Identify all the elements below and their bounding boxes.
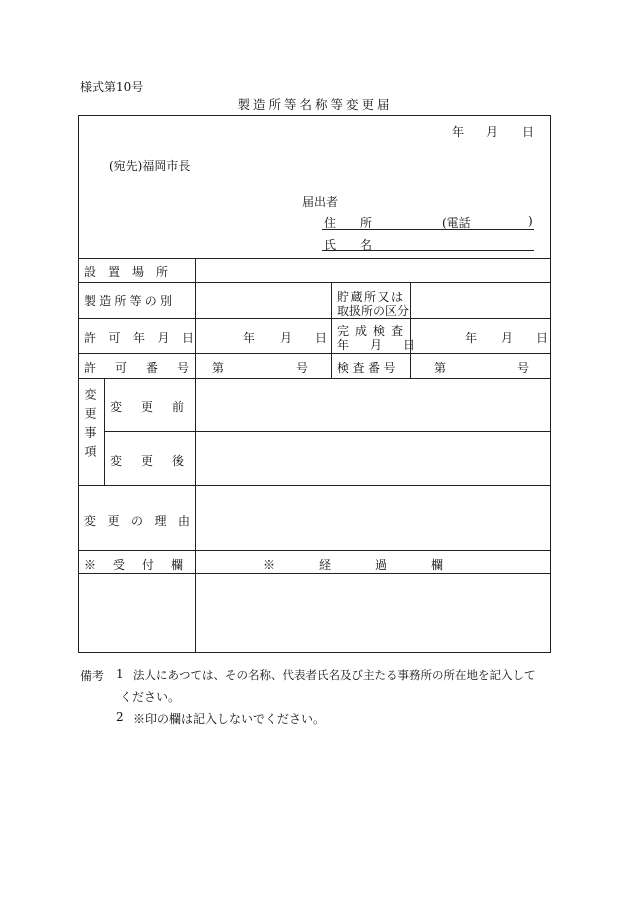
row-divider — [78, 258, 551, 259]
permit-number-label: 許可番号 — [84, 361, 209, 375]
note-2-number: 2 — [116, 710, 124, 724]
inspection-date-day: 日 — [536, 331, 549, 345]
storage-class-label-1: 貯蔵所又は — [337, 290, 405, 304]
permit-date-day: 日 — [315, 331, 328, 345]
row-divider — [78, 318, 551, 319]
row-divider — [104, 431, 551, 432]
before-label: 変更前 — [110, 400, 204, 414]
col-divider — [104, 378, 105, 485]
row-divider — [78, 485, 551, 486]
col-divider — [410, 282, 411, 378]
inspection-date-month: 月 — [501, 331, 514, 345]
inspection-number-label: 検査番号 — [337, 361, 400, 375]
install-location-field[interactable] — [197, 260, 549, 280]
notifier-label: 届出者 — [302, 195, 339, 209]
inspection-date-year: 年 — [465, 331, 478, 345]
facility-type-label: 製造所等の別 — [84, 294, 176, 308]
progress-field — [197, 575, 549, 651]
name-label: 氏 名 — [324, 238, 373, 252]
before-field[interactable] — [197, 380, 549, 429]
phone-close: ) — [528, 214, 533, 228]
storage-class-field[interactable] — [412, 284, 549, 316]
date-year: 年 — [452, 125, 465, 139]
reason-field[interactable] — [197, 487, 549, 548]
inspection-date-label-1: 完成検査 — [337, 324, 410, 338]
row-divider — [78, 378, 551, 379]
date-day: 日 — [522, 125, 535, 139]
notes-label: 備考 — [80, 669, 105, 683]
install-location-label: 設 置 場 所 — [84, 265, 169, 279]
facility-type-field[interactable] — [197, 284, 329, 316]
permit-date-label: 許可年月日 — [84, 331, 207, 345]
addressee: (宛先)福岡市長 — [109, 159, 191, 173]
inspection-date-label-2: 年月日 — [337, 338, 437, 352]
row-divider — [78, 550, 551, 551]
reception-field — [80, 575, 193, 651]
col-divider — [331, 282, 332, 378]
reason-label: 変更の理由 — [84, 514, 202, 528]
address-field[interactable] — [322, 229, 534, 230]
form-title: 製造所等名称等変更届 — [237, 97, 393, 112]
phone-open: (電話 — [442, 216, 471, 230]
row-divider — [78, 282, 551, 283]
note-1-text-cont: ください。 — [120, 690, 181, 704]
name-field[interactable] — [322, 250, 534, 251]
row-divider — [78, 353, 551, 354]
note-1-number: 1 — [116, 667, 124, 681]
permit-number-gou: 号 — [296, 361, 309, 375]
progress-label: ※経過欄 — [263, 558, 488, 572]
address-label: 住 所 — [324, 216, 373, 230]
change-items-label: 変更事項 — [83, 388, 97, 464]
after-label: 変更後 — [110, 454, 204, 468]
date-month: 月 — [486, 125, 499, 139]
note-2-text: ※印の欄は記入しないでください。 — [133, 712, 326, 726]
note-1-text: 法人にあつては、その名称、代表者氏名及び主たる事務所の所在地を記入して — [133, 668, 536, 682]
row-divider — [78, 573, 551, 574]
storage-class-label-2: 取扱所の区分 — [337, 304, 410, 318]
permit-date-year: 年 — [243, 331, 256, 345]
permit-date-month: 月 — [280, 331, 293, 345]
form-number: 様式第10号 — [80, 80, 144, 94]
inspection-number-dai: 第 — [434, 361, 447, 375]
after-field[interactable] — [197, 433, 549, 483]
inspection-number-gou: 号 — [517, 361, 530, 375]
reception-label: ※受付欄 — [84, 558, 201, 572]
permit-number-dai: 第 — [212, 361, 225, 375]
